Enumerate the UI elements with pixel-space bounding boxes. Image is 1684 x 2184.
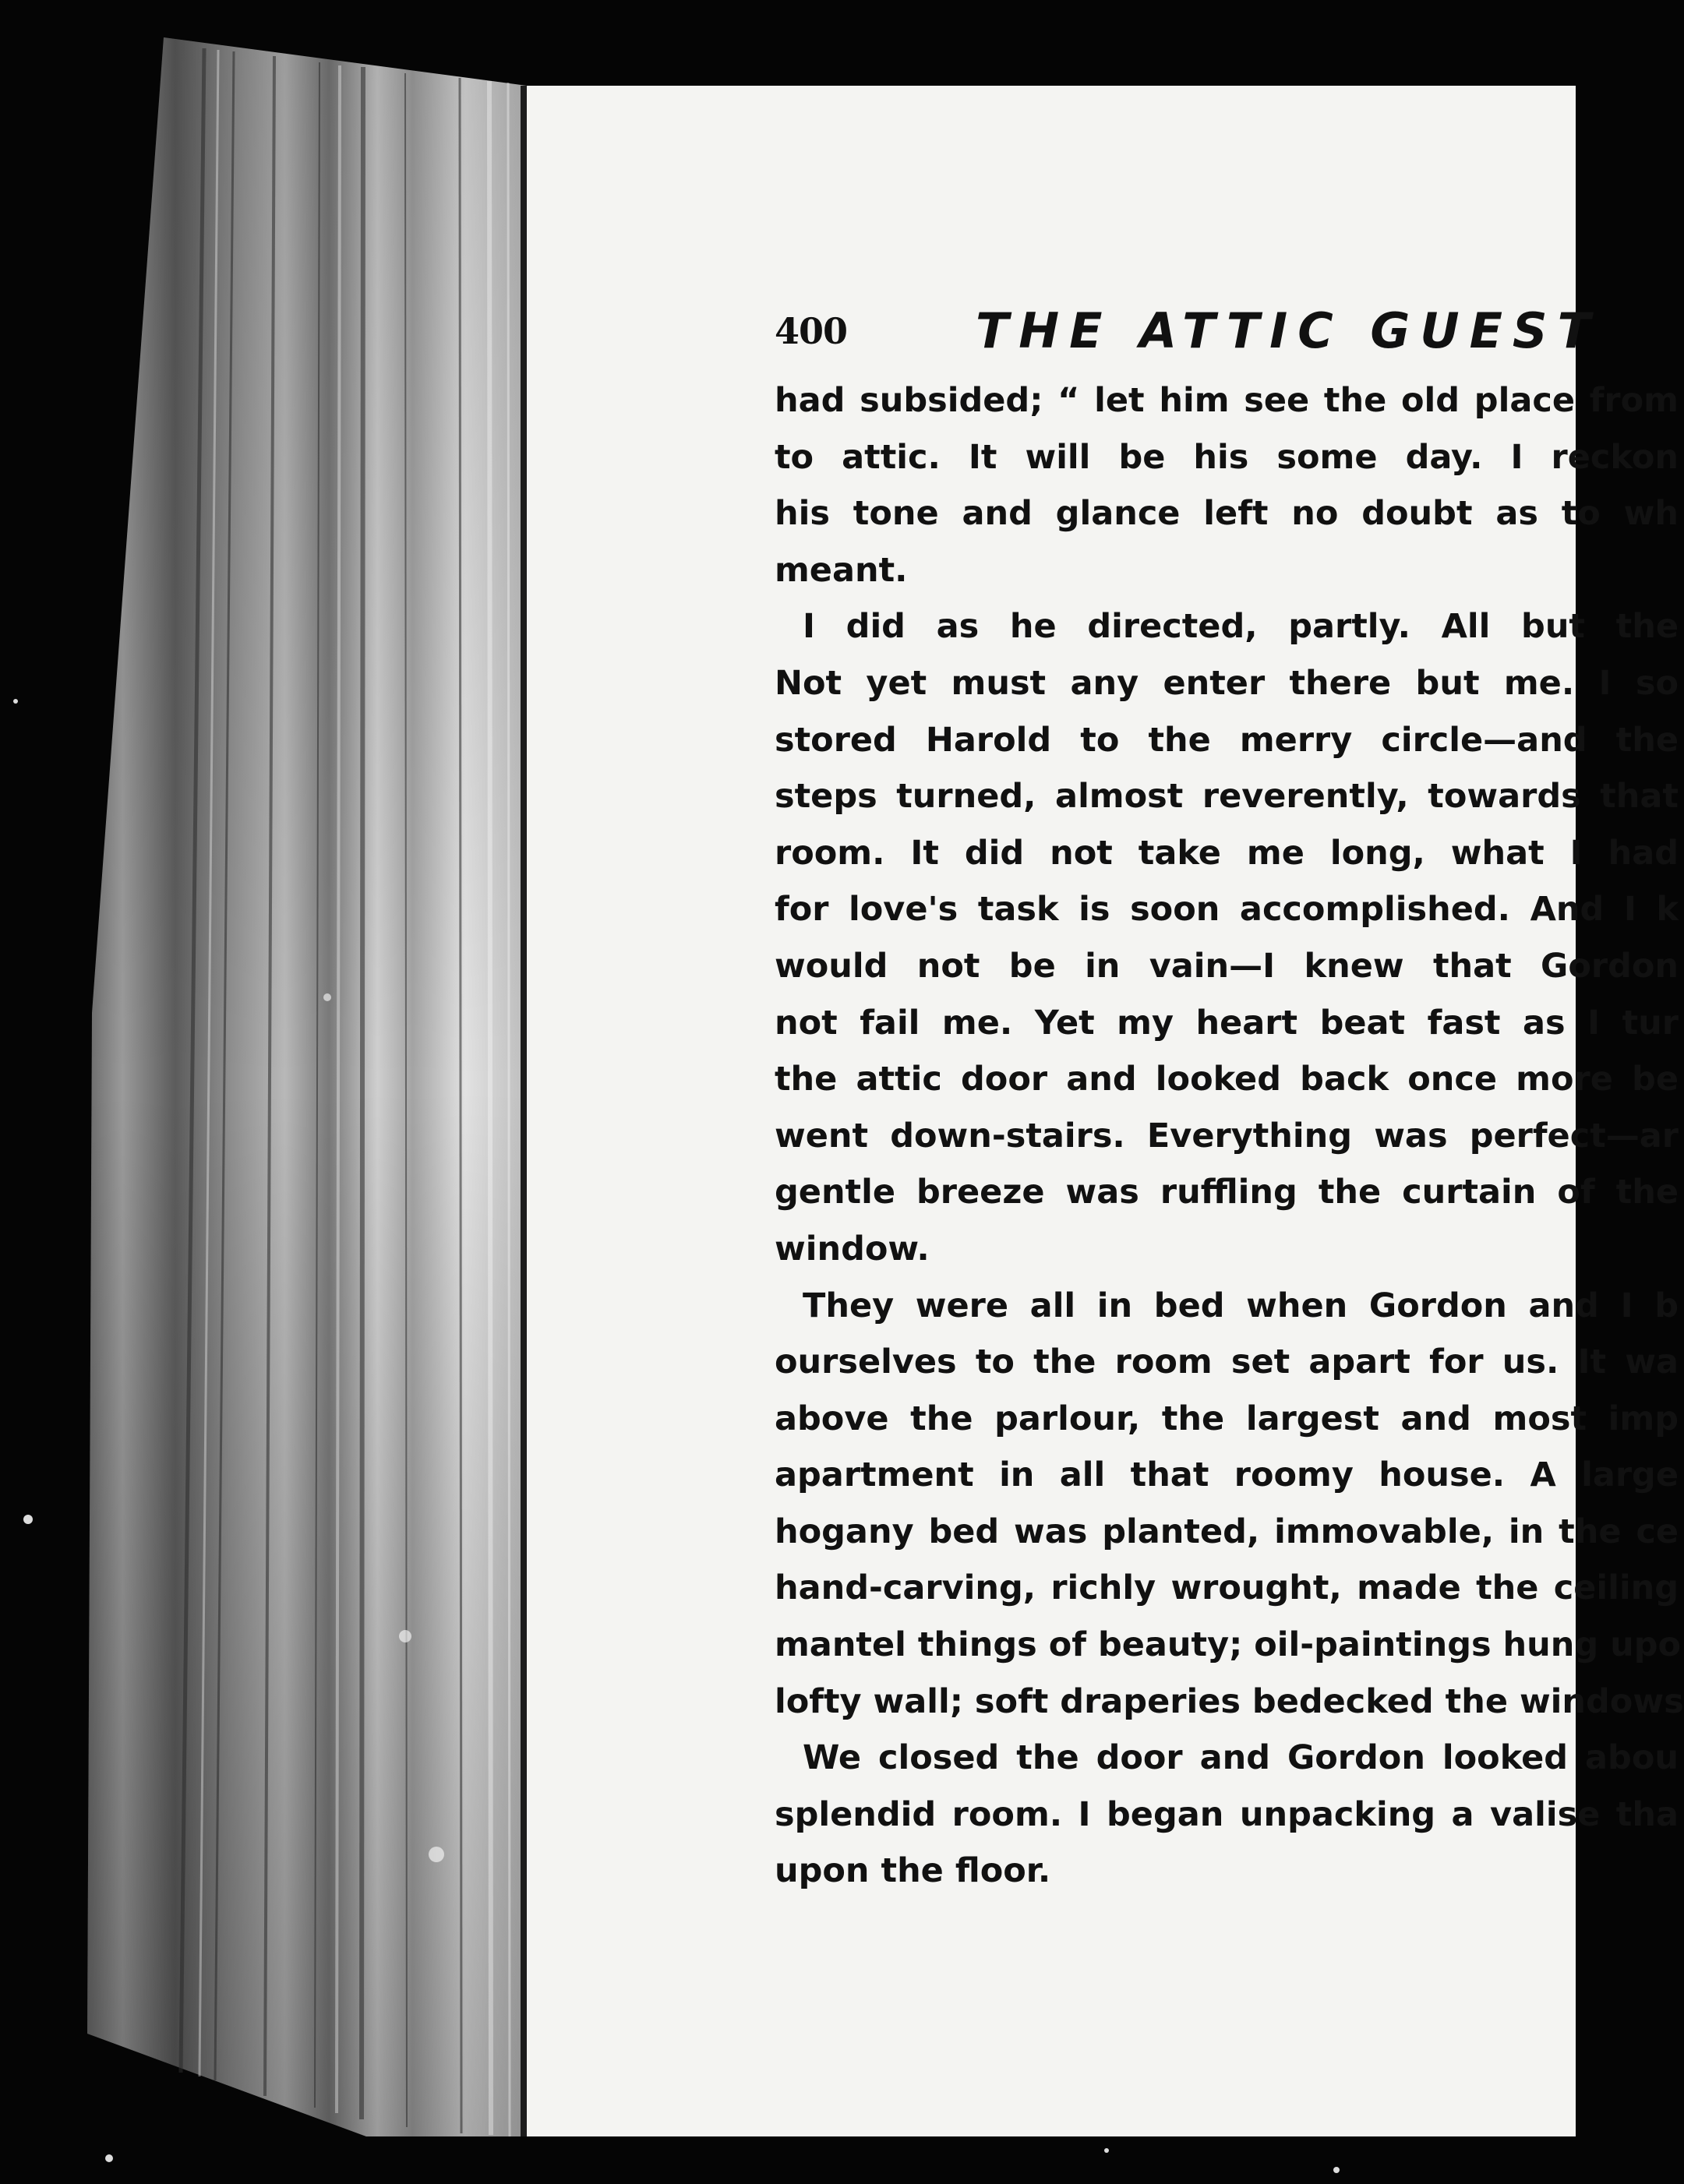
text-line: the attic door and looked back once more be <box>775 1060 1679 1099</box>
text-line: went down-stairs. Everything was perfect—ar <box>775 1116 1679 1156</box>
text-line: They were all in bed when Gordon and I b <box>803 1286 1679 1325</box>
text-line: his tone and glance left no doubt as to wh <box>775 494 1679 534</box>
running-head <box>775 302 1601 372</box>
text-line: had subsided; “ let him see the old place from <box>775 381 1679 420</box>
text-line: hand-carving, richly wrought, made the ceiling <box>775 1568 1679 1608</box>
text-line: above the parlour, the largest and most imp <box>775 1399 1679 1438</box>
text-line: meant. <box>775 550 908 590</box>
text-line: splendid room. I began unpacking a valise tha <box>775 1794 1679 1834</box>
text-line: ourselves to the room set apart for us. It wa <box>775 1343 1679 1382</box>
text-line: upon the floor. <box>775 1851 1051 1891</box>
book-title: THE ATTIC GUEST <box>976 302 1601 359</box>
text-line: hogany bed was planted, immovable, in the ce <box>775 1512 1679 1551</box>
text-line: window. <box>775 1229 930 1268</box>
text-line: for love's task is soon accomplished. And I k <box>775 890 1679 930</box>
body-text <box>775 372 1684 1900</box>
text-line: stored Harold to the merry circle—and the <box>775 720 1679 760</box>
text-line: would not be in vain—I knew that Gordon <box>775 946 1679 986</box>
text-line: to attic. It will be his some day. I reckon <box>775 437 1679 477</box>
text-line: mantel things of beauty; oil-paintings hung upo <box>775 1625 1682 1665</box>
text-line: room. It did not take me long, what I had <box>775 833 1679 873</box>
text-line: I did as he directed, partly. All but the <box>803 607 1679 647</box>
text-line: steps turned, almost reverently, towards that <box>775 777 1679 817</box>
text-line: not fail me. Yet my heart beat fast as I tur <box>775 1003 1679 1043</box>
text-line: lofty wall; soft draperies bedecked the windows <box>775 1681 1684 1721</box>
text-line: Not yet must any enter there but me. I so <box>775 663 1679 703</box>
text-line: apartment in all that roomy house. A large <box>775 1455 1679 1495</box>
text-line: We closed the door and Gordon looked abou <box>803 1738 1679 1778</box>
page-number: 400 <box>775 310 848 352</box>
text-line: gentle breeze was ruffling the curtain of the <box>775 1173 1679 1212</box>
